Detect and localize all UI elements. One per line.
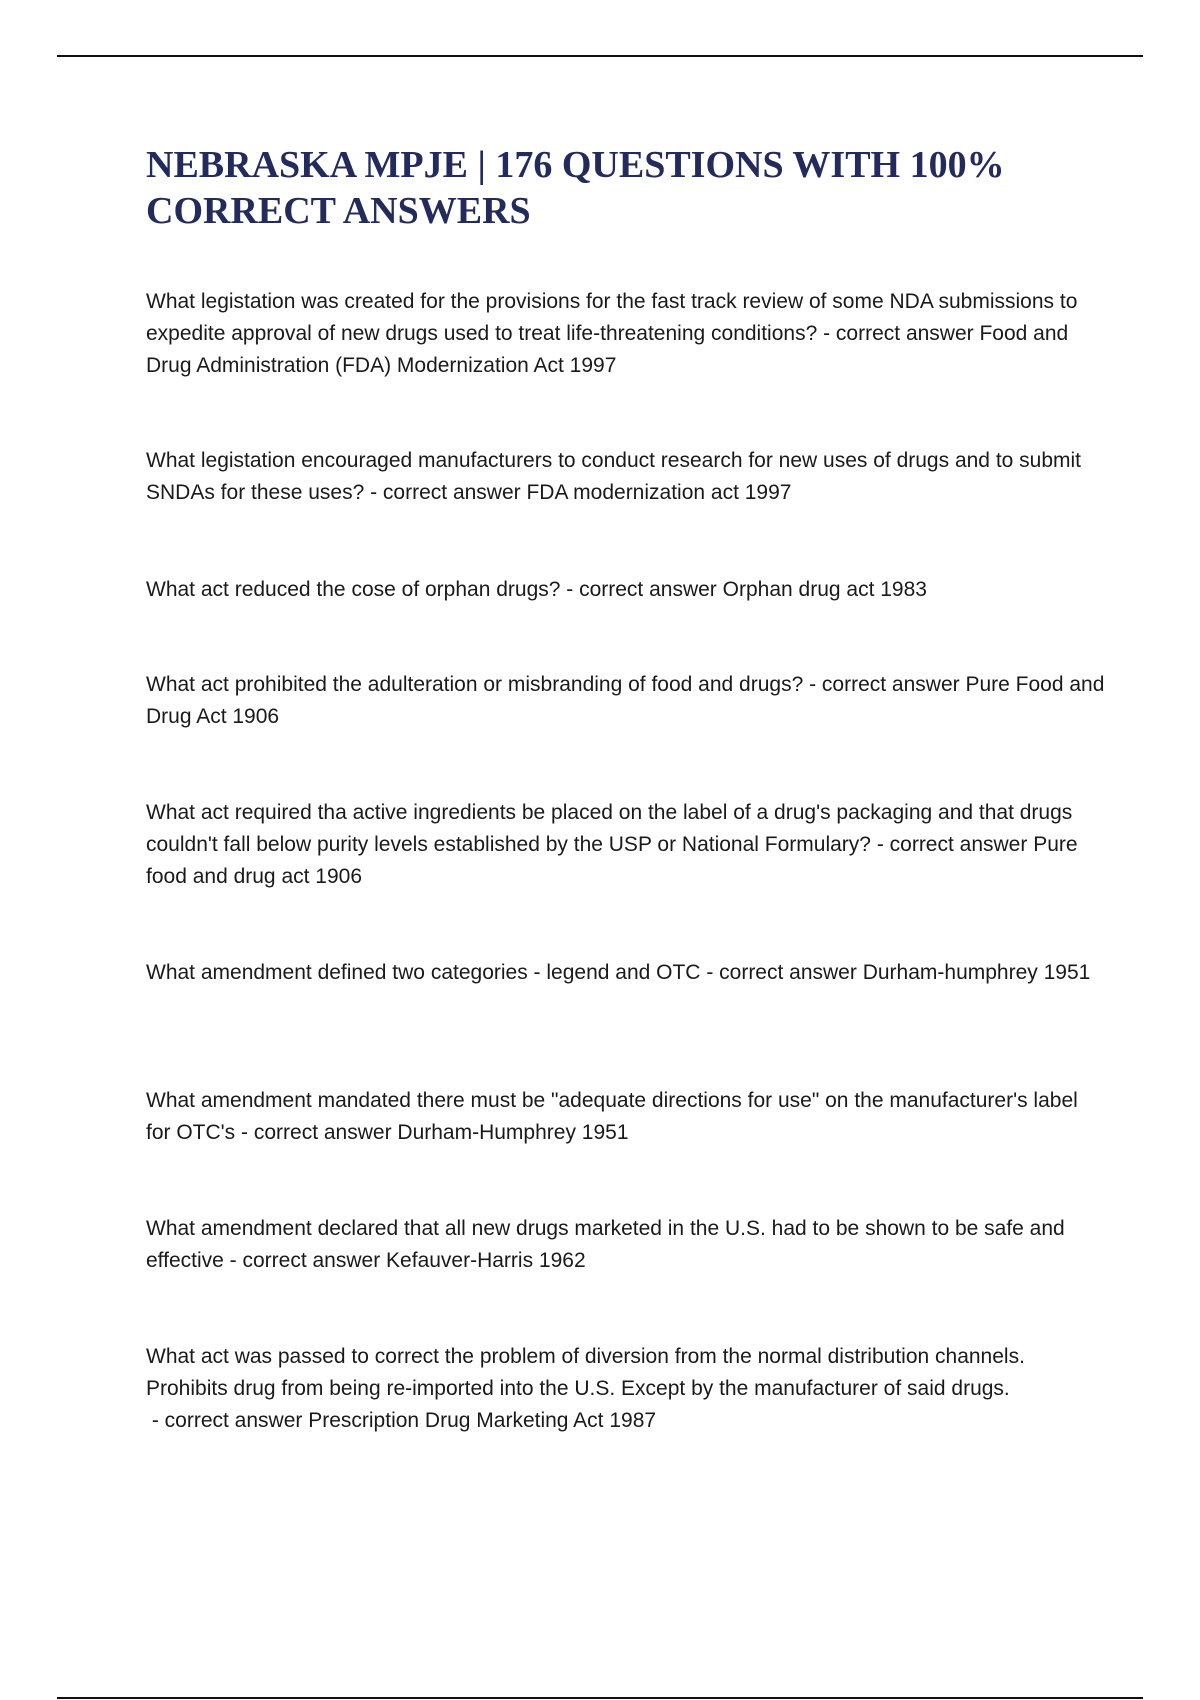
answer-text: Durham-Humphrey 1951	[397, 1121, 629, 1144]
qa-item	[146, 445, 1106, 509]
question-text: What amendment declared that all new drugs marketed in the U.S. had to be shown to be safe and effective	[146, 1217, 1065, 1272]
qa-item	[146, 797, 1106, 893]
question-text: What amendment defined two categories - legend and OTC	[146, 961, 701, 984]
qa-item	[146, 1341, 1106, 1437]
answer-separator: - correct answer	[870, 833, 1034, 856]
qa-item	[146, 669, 1106, 733]
page-title: NEBRASKA MPJE | 176 QUESTIONS WITH 100% CORRECT ANSWERS	[146, 144, 1005, 232]
answer-separator: - correct answer	[560, 578, 723, 601]
question-text: What amendment mandated there must be "adequate directions for use" on the manufacturer's label for OTC's	[146, 1089, 1078, 1144]
answer-text: Pure Food and Drug Act 1906	[146, 673, 1105, 728]
answer-text: Food and Drug Administration (FDA) Modernization Act 1997	[146, 322, 1069, 377]
question-text: What act was passed to correct the problem of diversion from the normal distribution channels. Prohibits drug from being re-imported into the U.S. Except by the manufacturer of said drugs.	[146, 1345, 1025, 1400]
question-text: What act reduced the cose of orphan drugs?	[146, 578, 561, 601]
answer-text: Kefauver-Harris 1962	[386, 1249, 586, 1272]
qa-item	[146, 286, 1106, 382]
answer-text: Pure food and drug act 1906	[146, 833, 1078, 888]
answer-text: FDA modernization act 1997	[526, 481, 792, 504]
answer-text: Durham-humphrey 1951	[862, 961, 1091, 984]
question-text: What legistation encouraged manufacturers to conduct research for new uses of drugs and to submit SNDAs for these uses?	[146, 449, 1082, 504]
answer-separator: - correct answer	[235, 1121, 398, 1144]
qa-item	[146, 1213, 1106, 1277]
answer-separator: - correct answer	[364, 481, 527, 504]
answer-separator: - correct answer	[700, 961, 863, 984]
answer-separator: - correct answer	[817, 322, 980, 345]
question-text: What act prohibited the adulteration or misbranding of food and drugs?	[146, 673, 804, 696]
answer-text: Orphan drug act 1983	[722, 578, 927, 601]
answer-separator: - correct answer	[803, 673, 966, 696]
qa-item	[146, 1085, 1106, 1149]
qa-item	[146, 574, 1106, 606]
bottom-rule	[57, 1697, 1143, 1699]
question-text: What legistation was created for the provisions for the fast track review of some NDA submissions to expedite approval of new drugs used to treat life-threatening conditions?	[146, 290, 1078, 345]
top-rule	[57, 55, 1143, 57]
answer-separator: - correct answer	[146, 1409, 309, 1432]
answer-separator: - correct answer	[223, 1249, 387, 1272]
answer-text: Prescription Drug Marketing Act 1987	[308, 1409, 657, 1432]
question-text: What act required tha active ingredients be placed on the label of a drug's packaging and that drugs couldn't fall below purity levels established by the USP or National Formulary?	[146, 801, 1073, 856]
qa-item	[146, 957, 1106, 989]
